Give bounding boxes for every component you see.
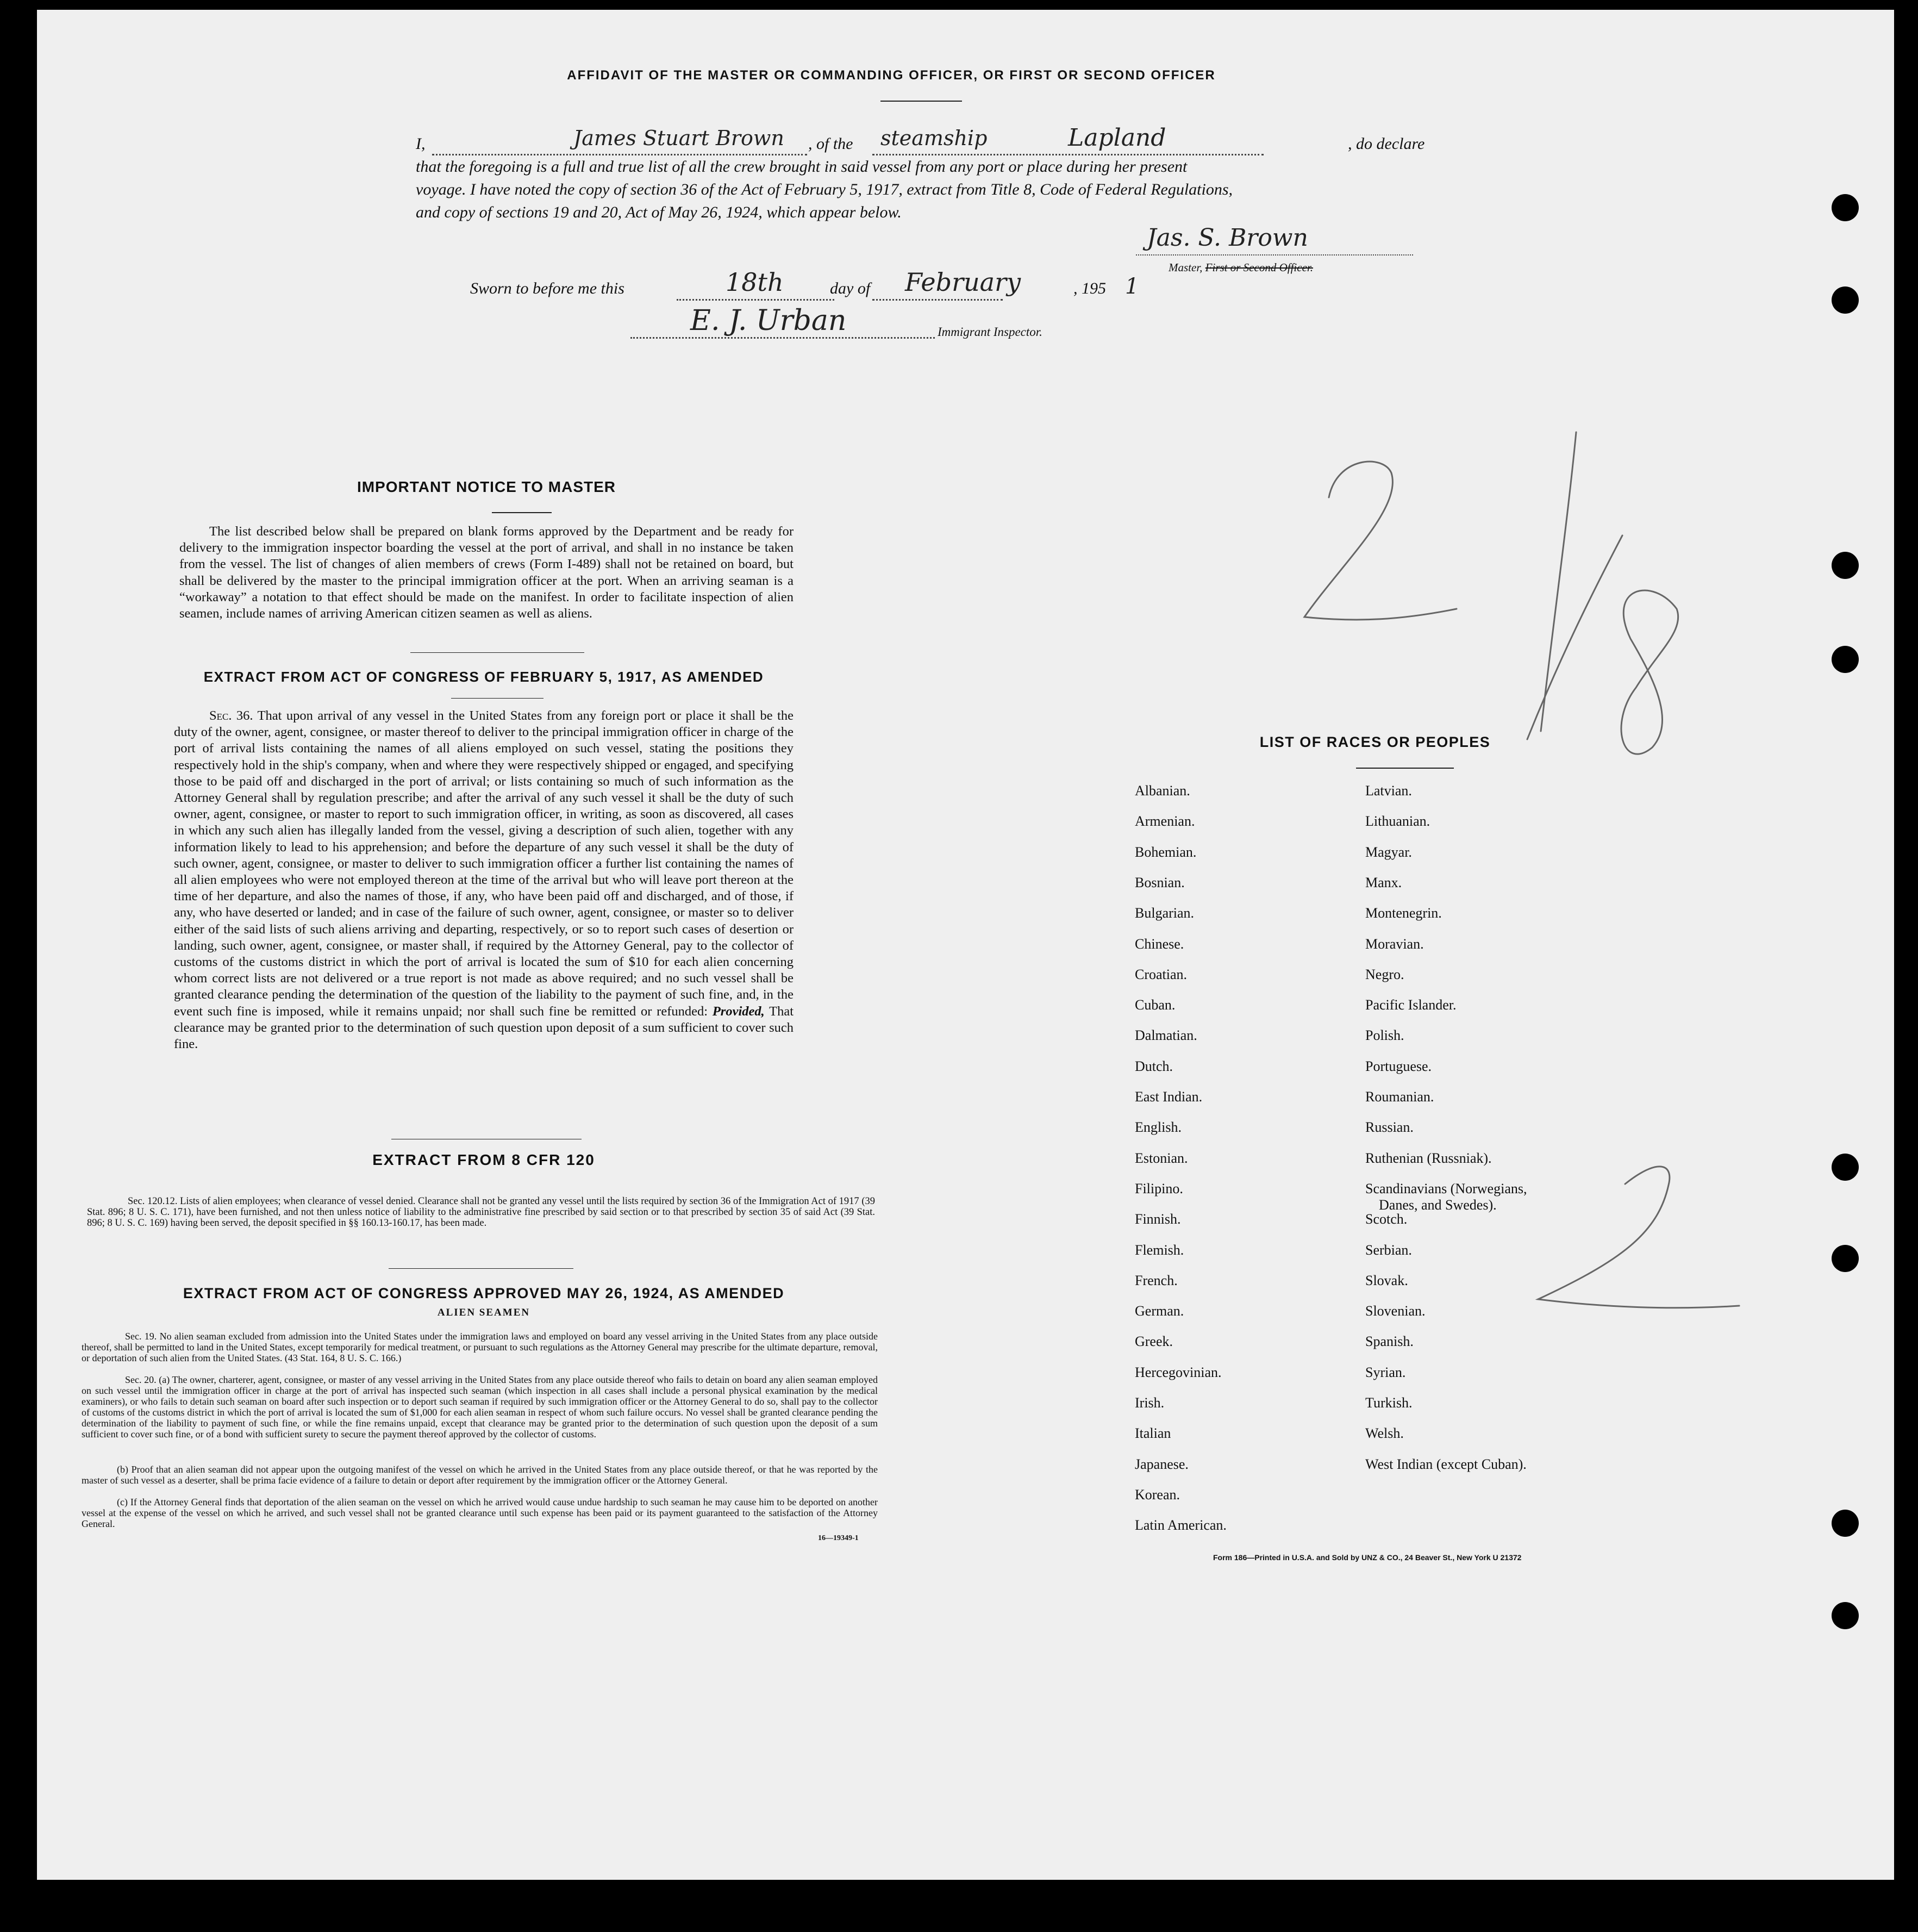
race-item: Roumanian. (1365, 1089, 1434, 1105)
race-item: Lithuanian. (1365, 813, 1430, 830)
race-item: Dalmatian. (1135, 1027, 1197, 1044)
punch-hole (1832, 1245, 1859, 1272)
race-item: Danes, and Swedes). (1379, 1196, 1497, 1213)
race-item: Bohemian. (1135, 844, 1197, 860)
declaration-body-line: and copy of sections 19 and 20, Act of May 26, 1924, which appear below. (416, 203, 902, 221)
divider (492, 512, 552, 513)
race-item: Finnish. (1135, 1211, 1181, 1227)
declaration-i: I, (416, 135, 426, 153)
divider (410, 652, 584, 653)
declaration-line (416, 124, 1448, 162)
master-signature: Jas. S. Brown (1147, 224, 1308, 252)
race-item: Russian. (1365, 1119, 1414, 1136)
section-20c-text: (c) If the Attorney General finds that deportation of the alien seaman on the vessel on which he arrived would cause undue hardship to such seaman he may cause him to be deported on another vessel at the expense of the vessel on which he arrived, and such vessel shall not be granted clearance until such expense has been paid or its payment guaranteed to the satisfaction of the Attorney General. (82, 1497, 878, 1529)
race-item: Latvian. (1365, 783, 1412, 799)
race-item: Negro. (1365, 966, 1404, 982)
race-item: Croatian. (1135, 966, 1188, 982)
race-item: Armenian. (1135, 813, 1195, 830)
race-item: Flemish. (1135, 1242, 1184, 1258)
race-item: Welsh. (1365, 1425, 1404, 1442)
race-item: Irish. (1135, 1395, 1165, 1411)
form-footer: Form 186—Printed in U.S.A. and Sold by UNZ & CO., 24 Beaver St., New York U 21372 (1213, 1553, 1522, 1562)
race-item: Slovak. (1365, 1272, 1408, 1288)
punch-hole (1832, 1602, 1859, 1629)
master-label: Master, (1169, 261, 1203, 274)
section-36-text: That upon arrival of any vessel in the United States from any foreign port or place it shall be the duty of the owner, agent, consignee, or master thereof to deliver to the principal immigration officer in charge of the port of arrival lists containing the names of all aliens employed on such vessel, stating the positions they respectively hold in the ship's company, when and where they were respectively shipped or engaged, and specifying those to be paid off and discharged in the port of arrival; or lists containing so much of such information as the Attorney General shall by regulation prescribe; and after the arrival of any such vessel it shall be the duty of such owner, agent, consignee, or master to report to such immigration officer, in writing, as soon as discovered, all cases in which any such alien has illegally landed from the vessel, giving a description of such alien, together with any information likely to lead to his apprehension; and before the departure of any such vessel it shall be the duty of such owner, agent, consignee, or master to deliver to such immigration officer a further list containing the names of all alien employees who were not employed thereon at the time of the arrival but who will leave port thereon at the time of her departure, and also the names of those, if any, who have been paid off and discharged, and of those, if any, who have deserted or landed; and in case of the failure of such owner, agent, consignee, or master so to deliver either of the said lists of such aliens arriving and departing, respectively, or so to report such cases of desertion or landing, such owner, agent, consignee, or master shall, if required by the Attorney General, pay to the collector of customs of the customs district in which the port of arrival is located the sum of $10 for each alien concerning whom correct lists are not delivered or a true report is not made as above required; and no such vessel shall be granted clearance pending the determination of the question of the liability to the payment of such fine, and, in the event such fine is imposed, while it remains unpaid; nor shall such fine be remitted or refunded: (174, 708, 794, 1019)
race-item: Turkish. (1365, 1395, 1413, 1411)
inspector-label: Immigrant Inspector. (938, 325, 1042, 339)
sworn-year-handwritten: 1 (1125, 274, 1139, 299)
race-item: Syrian. (1365, 1364, 1406, 1380)
signature-line (1136, 254, 1413, 255)
divider (1356, 768, 1454, 769)
struck-officer-label: First or Second Officer. (1205, 261, 1313, 274)
print-code: 16—19349-1 (818, 1534, 859, 1542)
punch-hole (1832, 286, 1859, 314)
race-item: Dutch. (1135, 1058, 1173, 1074)
proviso-text: That clearance may be granted prior to the determination of such question upon deposit of a sum sufficient to cover such fine. (174, 1004, 794, 1052)
race-item: Albanian. (1135, 783, 1190, 799)
section-36-label: Sec. 36. (209, 708, 253, 723)
punch-hole (1832, 194, 1859, 221)
affidavit-title: AFFIDAVIT OF THE MASTER OR COMMANDING OFFICER, OR FIRST OR SECOND OFFICER (567, 68, 1216, 83)
race-item: Korean. (1135, 1486, 1180, 1503)
master-label-line (1169, 261, 1313, 275)
name-line (432, 154, 807, 155)
extract-1924-title: EXTRACT FROM ACT OF CONGRESS APPROVED MAY 26, 1924, AS AMENDED (183, 1285, 785, 1301)
notice-body: The list described below shall be prepared on blank forms approved by the Department and be ready for delivery to the immigration inspector boarding the vessel at the port of arrival, and shall in no instance be taken from the vessel. The list of changes of alien members of crews (Form I-489) shall not be retained on board, but shall be delivered by the master to the principal immigration officer at the port. When an arriving seaman is a “workaway” a notation to that effect should be made on the manifest. In order to facilitate inspection of alien seamen, include names of arriving American citizen seamen as well as aliens. (179, 524, 794, 621)
race-item: Pacific Islander. (1365, 997, 1457, 1013)
declaration-of-the: , of the (808, 135, 853, 153)
race-item: Greek. (1135, 1333, 1173, 1350)
race-item: Moravian. (1365, 936, 1424, 952)
punch-hole (1832, 552, 1859, 579)
race-item: Filipino. (1135, 1180, 1183, 1196)
race-item: German. (1135, 1303, 1184, 1319)
section-20a-text: Sec. 20. (a) The owner, charterer, agent, consignee, or master of any vessel arriving in the United States from any place outside thereof who fails to detain on board any alien seaman employed on such vessel until the immigration officer in charge at the port of arrival has inspected such seaman (which inspection in all cases shall include a personal physical examination by the medical examiners), or who fails to detain such seaman on board after such inspection or to deport such seaman if required by such immigration officer or the Attorney General to do so, shall pay to the collector of customs of the customs district in which the port of arrival is located the sum of $1,000 for each alien seaman in respect of whom such failure occurs. No vessel shall be granted clearance pending the determination of the liability to payment of such fine, or while the fine remains unpaid, except that clearance may be granted prior to the determination of such question upon the deposit of a sum sufficient to cover such fine, or of a bond with sufficient surety to secure the payment thereof approved by the collector of customs. (82, 1374, 878, 1439)
sworn-day-of: day of (830, 279, 871, 297)
section-20b-text: (b) Proof that an alien seaman did not appear upon the outgoing manifest of the vessel on which he arrived in the United States from any place outside thereof, or that he was reported by the master of such vessel as a deserter, shall be prima facie evidence of a failure to detain or deport after requirement by the immigration officer or the Attorney General. (82, 1464, 878, 1486)
inspector-signature: E. J. Urban (690, 304, 847, 337)
extract-1924-subtitle: ALIEN SEAMEN (437, 1307, 530, 1318)
declaration-body-line: voyage. I have noted the copy of section 36 of the Act of February 5, 1917, extract from Title 8, Code of Federal Regulations, (416, 180, 1233, 198)
race-item: Ruthenian (Russniak). (1365, 1150, 1492, 1166)
sworn-year-prefix: , 195 (1073, 279, 1106, 297)
section-19-text: Sec. 19. No alien seaman excluded from admission into the United States under the immigration laws and employed on board any vessel arriving in the United States from any place outside thereof, shall be permitted to land in the United States, except temporarily for medical treatment, or pursuant to such regulations as the Attorney General may prescribe for the ultimate departure, removal, or deportation of such alien from the United States. (43 Stat. 164, 8 U. S. C. 166.) (82, 1331, 878, 1363)
declaration-do-declare: , do declare (1348, 135, 1425, 153)
race-item: Italian (1135, 1425, 1171, 1442)
punch-hole (1832, 646, 1859, 673)
proviso-label: Provided, (712, 1004, 765, 1019)
sworn-prefix: Sworn to before me this (470, 279, 624, 297)
extract-1917-title: EXTRACT FROM ACT OF CONGRESS OF FEBRUARY 5, 1917, AS AMENDED (203, 669, 764, 685)
race-item: Scotch. (1365, 1211, 1408, 1227)
sworn-day-handwritten: 18th (726, 267, 784, 297)
punch-hole (1832, 1154, 1859, 1181)
divider (451, 698, 543, 699)
race-item: Slovenian. (1365, 1303, 1426, 1319)
race-item: French. (1135, 1272, 1178, 1288)
race-item: Portuguese. (1365, 1058, 1432, 1074)
race-item: Manx. (1365, 874, 1402, 890)
race-item: English. (1135, 1119, 1182, 1136)
day-line (677, 299, 834, 301)
declaration-body-line: that the foregoing is a full and true list of all the crew brought in said vessel from any port or place during her present (416, 158, 1188, 176)
vessel-type-handwritten: steamship (880, 126, 988, 150)
race-item: East Indian. (1135, 1089, 1203, 1105)
race-item: Serbian. (1365, 1242, 1412, 1258)
divider (880, 101, 962, 102)
race-item: Bulgarian. (1135, 905, 1195, 921)
race-item: Latin American. (1135, 1517, 1227, 1534)
extract-cfr-body: Sec. 120.12. Lists of alien employees; when clearance of vessel denied. Clearance shall not be granted any vessel until the lists required by section 36 of the Immigration Act of 1917 (39 Stat. 896; 8 U. S. C. 171), have been furnished, and not then unless notice of liability to the administrative fine prescribed by said section or to that prescribed by section 35 of said Act (39 Stat. 896; 8 U. S. C. 169) having been served, the deposit specified in §§ 160.13-160.17, has been made. (87, 1196, 875, 1229)
race-item: Bosnian. (1135, 874, 1185, 890)
race-item: Chinese. (1135, 936, 1184, 952)
month-line (872, 299, 1003, 301)
race-item: Montenegrin. (1365, 905, 1442, 921)
race-item: Cuban. (1135, 997, 1176, 1013)
inspector-signature-line (630, 337, 935, 339)
race-item: Japanese. (1135, 1456, 1189, 1472)
race-item: Scandinavians (Norwegians, (1365, 1180, 1527, 1196)
race-item: Magyar. (1365, 844, 1412, 860)
vessel-name-handwritten: Lapland (1068, 124, 1166, 152)
race-item: Estonian. (1135, 1150, 1188, 1166)
punch-hole (1832, 1510, 1859, 1537)
race-item: West Indian (except Cuban). (1365, 1456, 1527, 1472)
extract-1917-body (174, 708, 794, 1052)
master-name-handwritten: James Stuart Brown (573, 126, 784, 150)
extract-cfr-title: EXTRACT FROM 8 CFR 120 (372, 1151, 595, 1168)
notice-title: IMPORTANT NOTICE TO MASTER (357, 478, 616, 495)
races-title: LIST OF RACES OR PEOPLES (1259, 734, 1491, 750)
race-item: Polish. (1365, 1027, 1404, 1044)
vessel-line (872, 154, 1264, 155)
race-item: Spanish. (1365, 1333, 1414, 1350)
divider (389, 1268, 573, 1269)
race-item: Hercegovinian. (1135, 1364, 1222, 1380)
sworn-month-handwritten: February (905, 267, 1021, 297)
